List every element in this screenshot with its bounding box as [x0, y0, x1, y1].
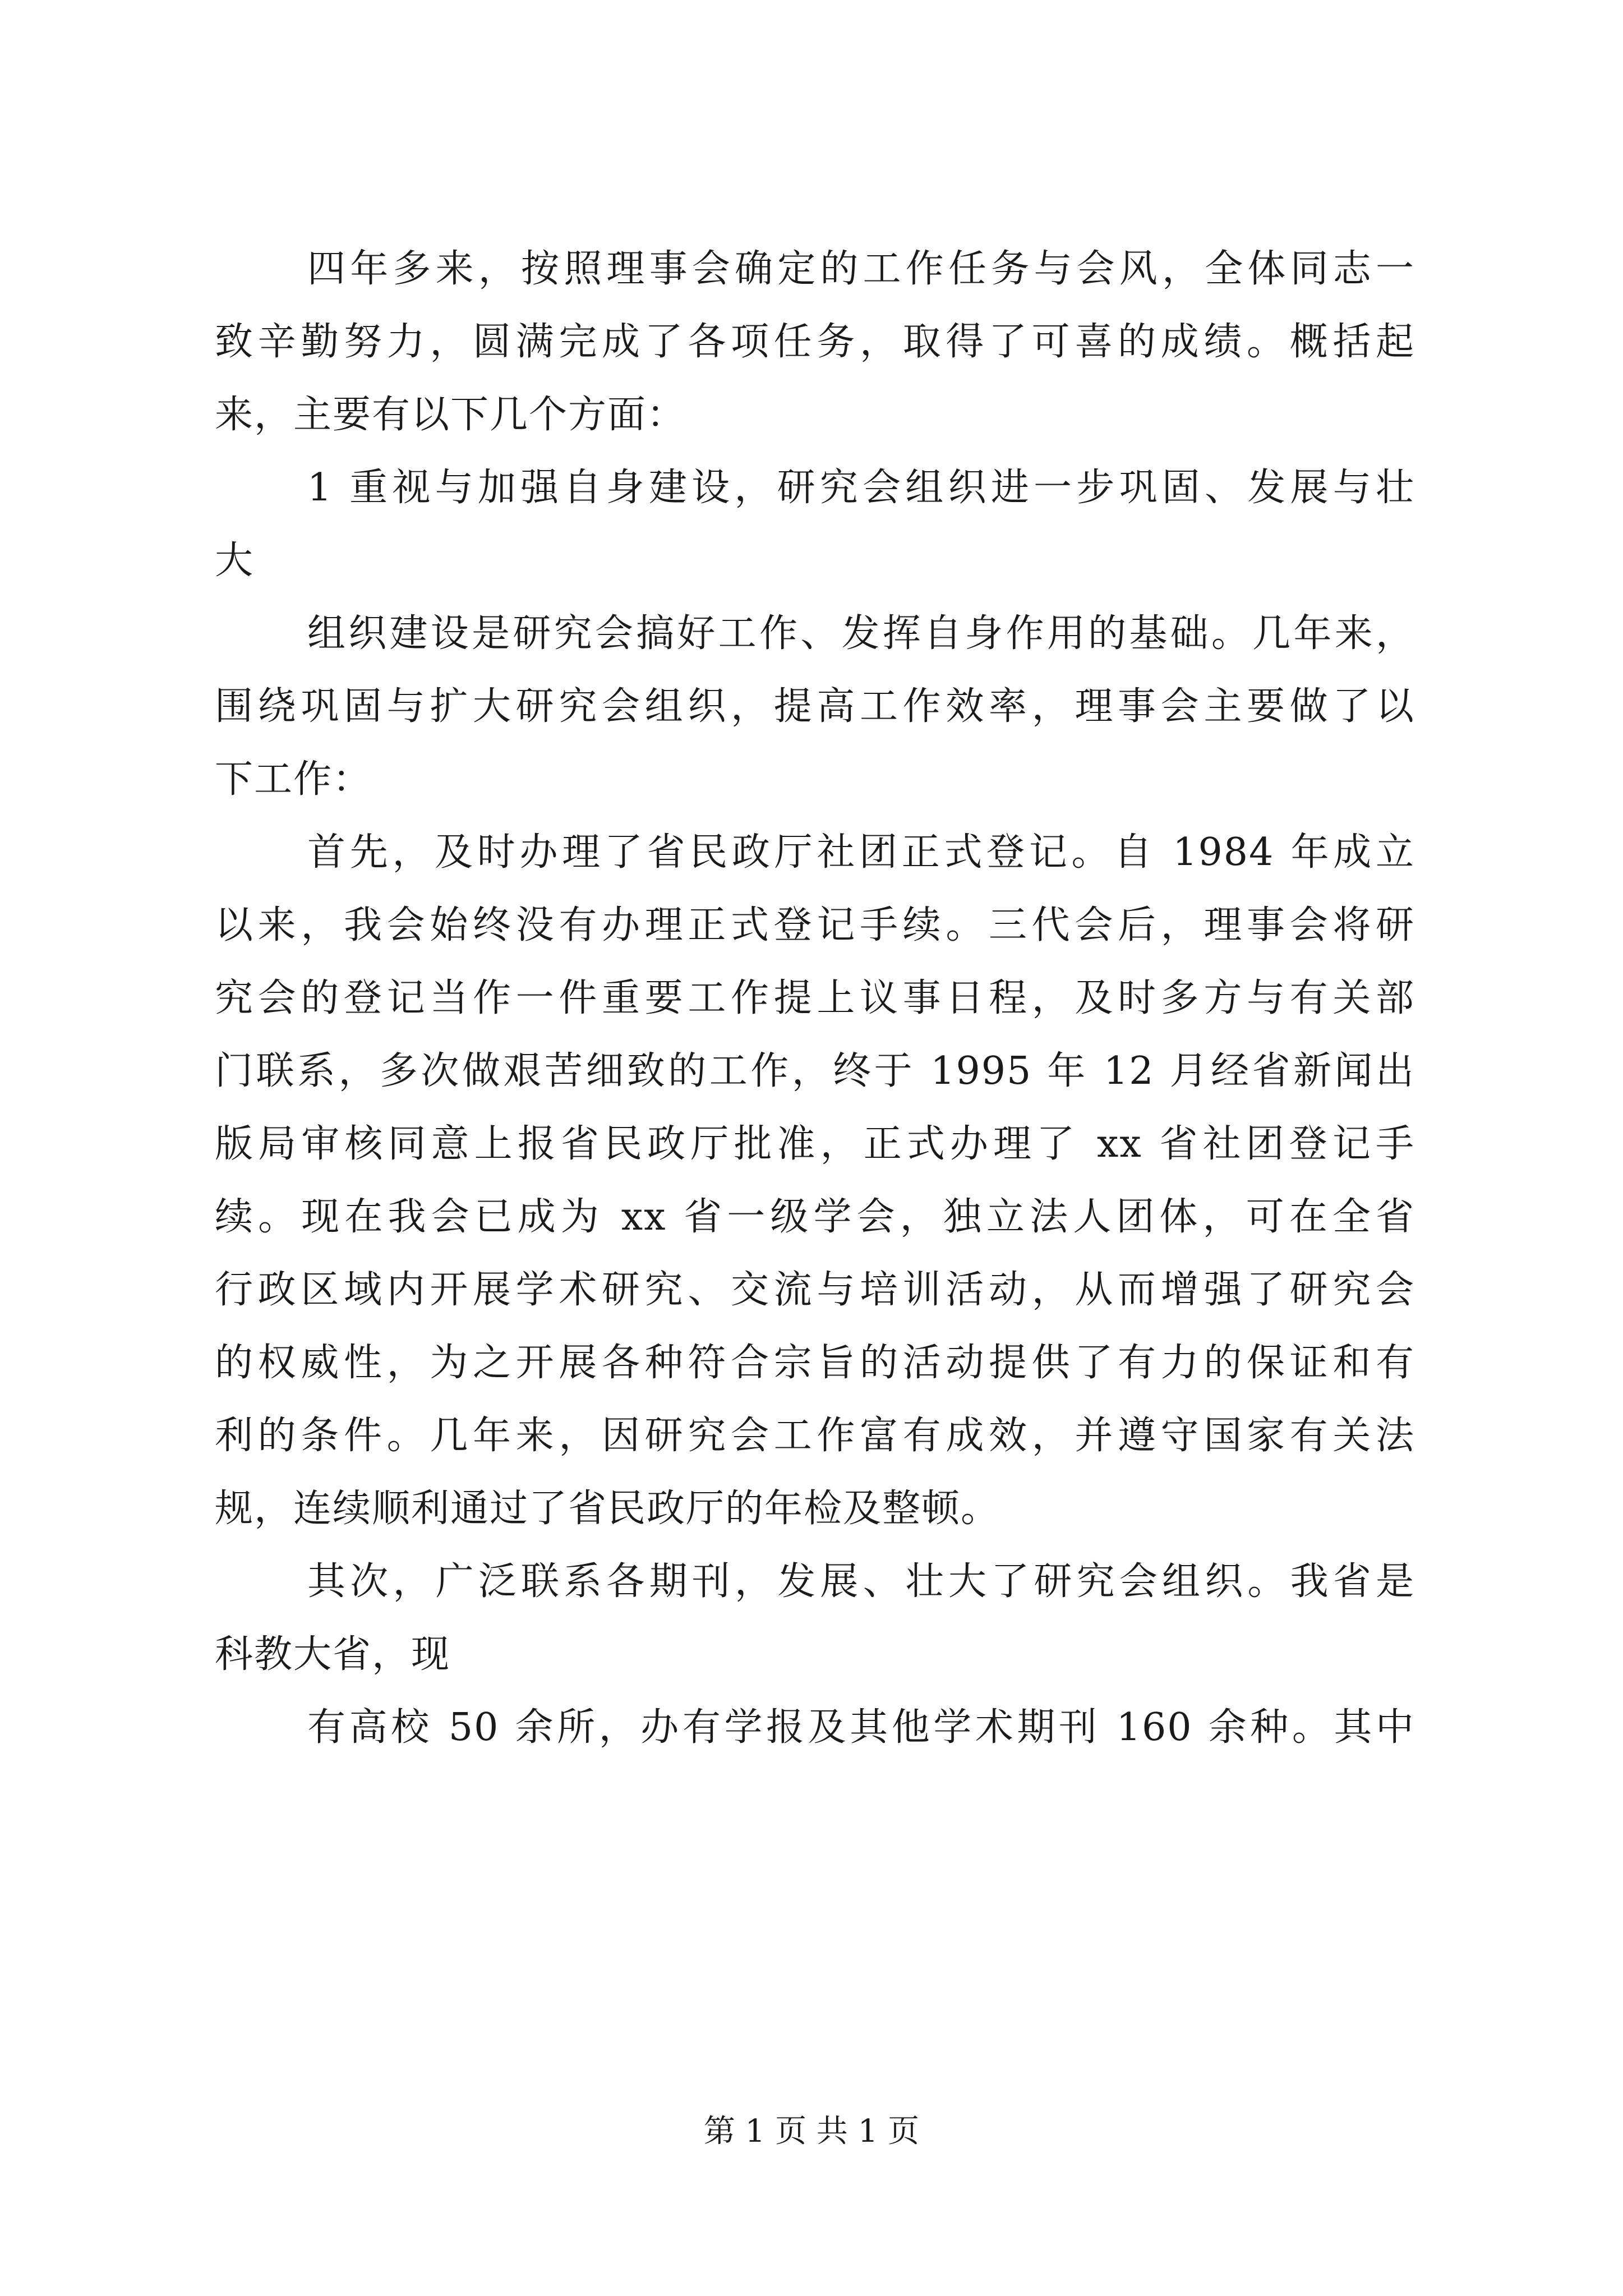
text-line: 续。现在我会已成为 xx 省一级学会，独立法人团体，可在全省 — [215, 1195, 1415, 1239]
text-line: 致辛勤努力，圆满完成了各项任务，取得了可喜的成绩。概括起 — [215, 320, 1415, 364]
section-heading-line: 1 重视与加强自身建设，研究会组织进一步巩固、发展与壮 — [307, 466, 1415, 510]
text-line: 的权威性，为之开展各种符合宗旨的活动提供了有力的保证和有 — [215, 1341, 1415, 1385]
page-footer — [0, 2109, 1623, 2154]
page-number: 第 1 页 共 1 页 — [703, 2113, 920, 2150]
text-line: 四年多来，按照理事会确定的工作任务与会风，全体同志一 — [307, 247, 1415, 291]
text-line: 规，连续顺利通过了省民政厅的年检及整顿。 — [215, 1487, 1000, 1531]
text-line: 科教大省，现 — [215, 1632, 451, 1677]
text-line: 来，主要有以下几个方面： — [215, 393, 686, 437]
text-line: 有高校 50 余所，办有学报及其他学术期刊 160 余种。其中 — [307, 1705, 1415, 1750]
text-line: 其次，广泛联系各期刊，发展、壮大了研究会组织。我省是 — [307, 1559, 1415, 1604]
section-heading-line: 大 — [215, 539, 255, 583]
text-line: 究会的登记当作一件重要工作提上议事日程，及时多方与有关部 — [215, 976, 1415, 1020]
text-line: 门联系，多次做艰苦细致的工作，终于 1995 年 12 月经省新闻出 — [215, 1049, 1415, 1093]
text-line: 以来，我会始终没有办理正式登记手续。三代会后，理事会将研 — [215, 903, 1415, 947]
text-line: 行政区域内开展学术研究、交流与培训活动，从而增强了研究会 — [215, 1268, 1415, 1312]
text-line: 版局审核同意上报省民政厅批准，正式办理了 xx 省社团登记手 — [215, 1122, 1415, 1166]
text-line: 组织建设是研究会搞好工作、发挥自身作用的基础。几年来， — [307, 611, 1415, 656]
text-line: 利的条件。几年来，因研究会工作富有成效，并遵守国家有关法 — [215, 1414, 1415, 1458]
text-line: 围绕巩固与扩大研究会组织，提高工作效率，理事会主要做了以 — [215, 684, 1415, 729]
text-line: 首先，及时办理了省民政厅社团正式登记。自 1984 年成立 — [307, 830, 1415, 875]
text-line: 下工作： — [215, 757, 372, 802]
